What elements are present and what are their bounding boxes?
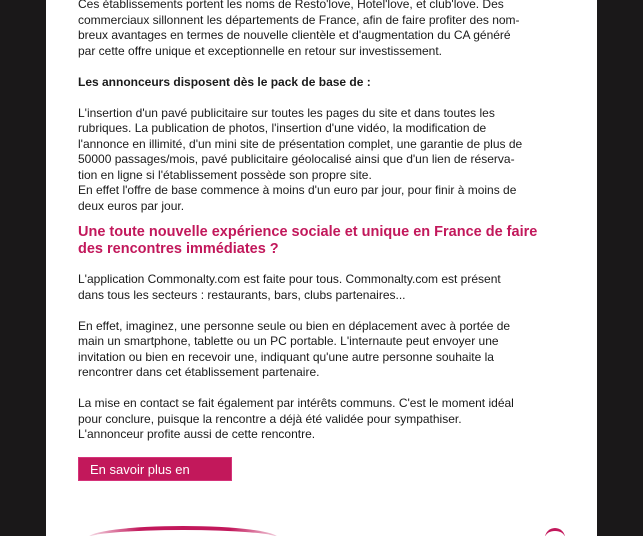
text-line: L'application Commonalty.com est faite pour tous. Commonalty.com est présent [78,272,501,286]
text-line: deux euros par jour. [78,198,185,213]
text-line: pour conclure, puisque la rencontre a déjà été validée pour sympathiser. [78,411,462,426]
app-paragraph [78,272,568,303]
intro-paragraph [78,0,568,59]
text-line: l'annonce en illimité, d'un mini site de présentation complet, une garantie de plus de [78,136,523,151]
pack-paragraph [78,106,568,215]
text-line: L'insertion d'un pavé publicitaire sur toutes les pages du site et dans toutes les [78,105,495,120]
text-line: dans tous les secteurs : restaurants, bars, clubs partenaires... [78,287,406,302]
text-line: rubriques. La publication de photos, l'insertion d'une vidéo, la modification de [78,121,487,135]
text-line: main un smartphone, tablette ou un PC portable. L'internaute peut envoyer une [78,334,499,348]
headline-line: Une toute nouvelle expérience sociale et unique en France de faire [78,224,538,240]
arc-fade [230,524,290,536]
headline-line: des rencontres immédiates ? [78,241,279,257]
text-line: L'annonceur profite aussi de cette rencontre. [78,427,316,441]
text-line: par cette offre unique et exceptionnelle en retour sur investissement. [78,43,442,58]
content-panel [46,0,597,536]
text-line: breux avantages en termes de nouvelle clientèle et d'augmentation du CA généré [78,28,511,42]
text-line: En effet, imaginez, une personne seule ou bien en déplacement avec à portée de [78,318,511,333]
text-line: En effet l'offre de base commence à moins d'un euro par jour, pour finir à moins de [78,183,517,197]
arc-fade [80,524,140,536]
pack-heading: Les annonceurs disposent dès le pack de base de : [78,74,371,89]
learn-more-button[interactable]: En savoir plus en ligne [78,457,232,481]
section-headline [78,224,568,258]
text-line: commerciaux sillonnent les départements de France, afin de faire profiter des nom- [78,12,520,27]
text-line: La mise en contact se fait également par intérêts communs. C'est le moment idéal [78,396,514,410]
text-line: rencontrer dans cet établissement partenaire. [78,365,320,379]
text-line: 50000 passages/mois, pavé publicitaire géolocalisé ainsi que d'un lien de réserva- [78,152,515,166]
contact-paragraph [78,396,568,443]
article-body [78,0,568,502]
text-line: Ces établissements portent les noms de Resto'love, Hotel'love, et club'love. Des [78,0,504,11]
imagine-paragraph [78,319,568,381]
text-line: tion en ligne si l'établissement possède son propre site. [78,167,372,182]
text-line: invitation ou bien en recevoir une, indiquant qu'une autre personne souhaite la [78,349,494,364]
